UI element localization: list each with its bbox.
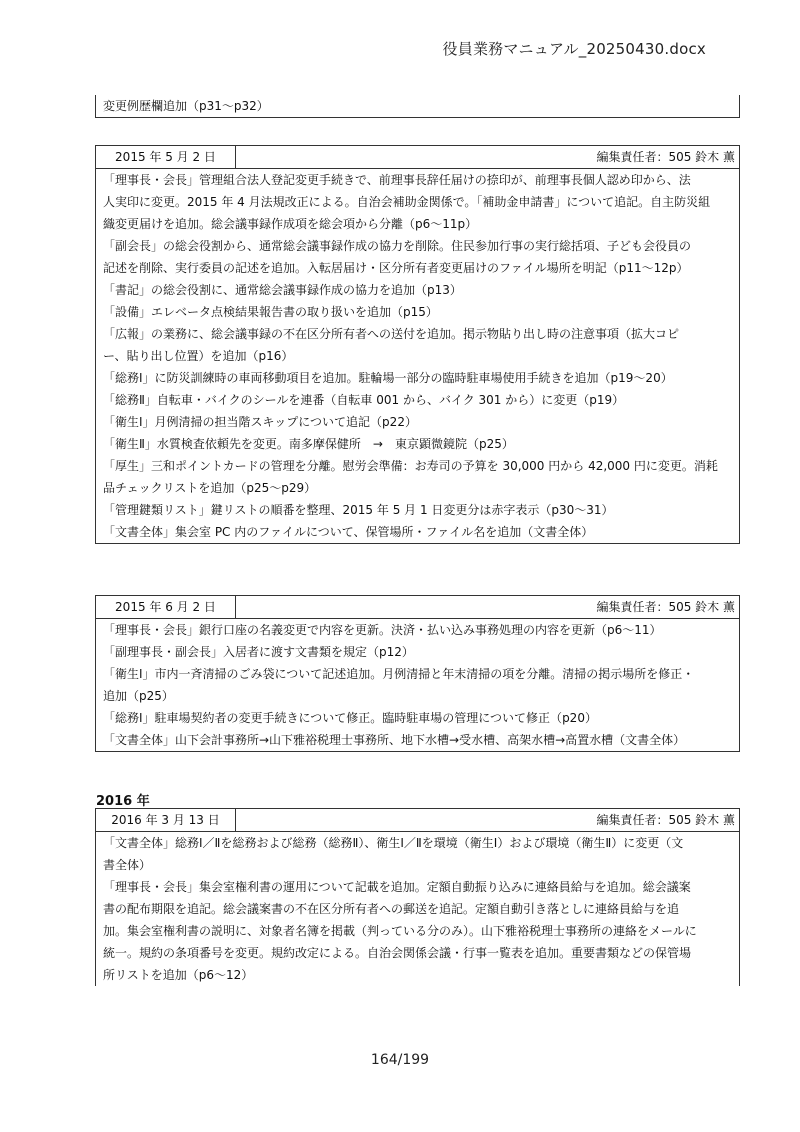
entry-editor: 編集責任者：505 鈴木 薫 [596, 150, 735, 164]
entry-header [96, 146, 739, 169]
entry-line: 人実印に変更。2015 年 4 月法規改正による。自治会補助金関係で。「補助金申請書」について追記。自主防災組 [103, 195, 711, 209]
entry-line: 加。集会室権利書の説明に、対象者名簿を掲載（判っている分のみ）。山下雅裕税理士事務所の連絡をメールに [103, 924, 697, 938]
entry-line: 「衛生Ⅰ」市内一斉清掃のごみ袋について記述追加。月例清掃と年末清掃の項を分離。清掃の掲示場所を修正・ [103, 667, 695, 681]
prev-entry-box [95, 95, 740, 118]
changelog-entry-20150502 [95, 145, 740, 544]
entry-line: 「衛生Ⅰ」月例清掃の担当階スキップについて追記（p22） [103, 415, 417, 429]
entry-line: 「副会長」の総会役割から、通常総会議事録作成の協力を削除。住民参加行事の実行総括項、子ども会役員の [103, 239, 692, 253]
entry-line: 統一。規約の条項番号を変更。規約改定による。自治会関係会議・行事一覧表を追加。重要書類などの保管場 [103, 946, 692, 960]
entry-line: 「文書全体」集会室 PC 内のファイルについて、保管場所・ファイル名を追加（文書全体） [103, 525, 594, 539]
changelog-entry-20160313 [95, 808, 740, 986]
document-filename: 役員業務マニュアル_20250430.docx [442, 40, 706, 58]
entry-line: 書全体） [103, 858, 152, 872]
entry-line: 「設備」エレベータ点検結果報告書の取り扱いを追加（p15） [103, 305, 438, 319]
entry-line: 記述を削除、実行委員の記述を追加。入転居届け・区分所有者変更届けのファイル場所を明記（p11〜12p） [103, 261, 689, 275]
entry-line: 所リストを追加（p6〜12） [103, 968, 254, 982]
entry-line: 「理事長・会長」管理組合法人登記変更手続きで、前理事長辞任届けの捺印が、前理事長個人認め印から、法 [103, 173, 691, 187]
entry-line: 書の配布期限を追記。総会議案書の不在区分所有者への郵送を追記。定額自動引き落としに連絡員給与を追 [103, 902, 680, 916]
entry-line: 織変更届けを追加。総会議事録作成項を総会項から分離（p6〜11p） [103, 217, 478, 231]
entry-line: 「管理鍵類リスト」鍵リストの順番を整理、2015 年 5 月 1 日変更分は赤字表示（p30〜31） [103, 503, 614, 517]
entry-line: 「総務Ⅱ」自転車・バイクのシールを連番（自転車 001 から、バイク 301 から）に変更（p19） [103, 393, 625, 407]
entry-editor: 編集責任者：505 鈴木 薫 [596, 600, 735, 614]
entry-date: 2015 年 5 月 2 日 [96, 146, 236, 168]
entry-line: 追加（p25） [103, 689, 174, 703]
entry-editor: 編集責任者：505 鈴木 薫 [596, 813, 735, 827]
entry-line: 「副理事長・副会長」入居者に渡す文書類を規定（p12） [103, 645, 414, 659]
year-heading: 2016 年 [96, 794, 150, 809]
changelog-entry-20150602 [95, 595, 740, 752]
entry-line: 「衛生Ⅱ」水質検査依頼先を変更。南多摩保健所 → 東京顕微鏡院（p25） [103, 437, 514, 451]
entry-line: 「総務Ⅰ」に防災訓練時の車両移動項目を追加。駐輪場一部分の臨時駐車場使用手続きを追加（p19〜20） [103, 371, 673, 385]
entry-header [96, 809, 739, 832]
entry-line: 変更例歴欄追加（p31〜p32） [103, 99, 269, 113]
entry-line: 「書記」の総会役割に、通常総会議事録作成の協力を追加（p13） [103, 283, 462, 297]
entry-line: 「総務Ⅰ」駐車場契約者の変更手続きについて修正。臨時駐車場の管理について修正（p20） [103, 711, 597, 725]
entry-line: 「厚生」三和ポイントカードの管理を分離。慰労会準備：お寿司の予算を 30,000 円から 42,000 円に変更。消耗 [103, 459, 718, 473]
entry-line: 「文書全体」総務Ⅰ／Ⅱを総務および総務（総務Ⅱ）、衛生Ⅰ／Ⅱを環境（衛生Ⅰ）および環境（衛生Ⅱ）に変更（文 [103, 836, 684, 850]
entry-line: 「理事長・会長」集会室権利書の運用について記載を追加。定額自動振り込みに連絡員給与を追加。総会議案 [103, 880, 691, 894]
entry-line: 「理事長・会長」銀行口座の名義変更で内容を更新。決済・払い込み事務処理の内容を更新（p6〜11） [103, 623, 662, 637]
page-number: 164/199 [370, 1052, 430, 1068]
entry-line: 「広報」の業務に、総会議事録の不在区分所有者への送付を追加。掲示物貼り出し時の注意事項（拡大コピ [103, 327, 680, 341]
entry-line: 品チェックリストを追加（p25〜p29） [103, 481, 317, 495]
entry-date: 2016 年 3 月 13 日 [96, 809, 236, 831]
entry-date: 2015 年 6 月 2 日 [96, 596, 236, 618]
entry-header [96, 596, 739, 619]
entry-line: 「文書全体」山下会計事務所→山下雅裕税理士事務所、地下水槽→受水槽、高架水槽→高置水槽（文書全体） [103, 733, 686, 747]
entry-line: ー、貼り出し位置）を追加（p16） [103, 349, 294, 363]
